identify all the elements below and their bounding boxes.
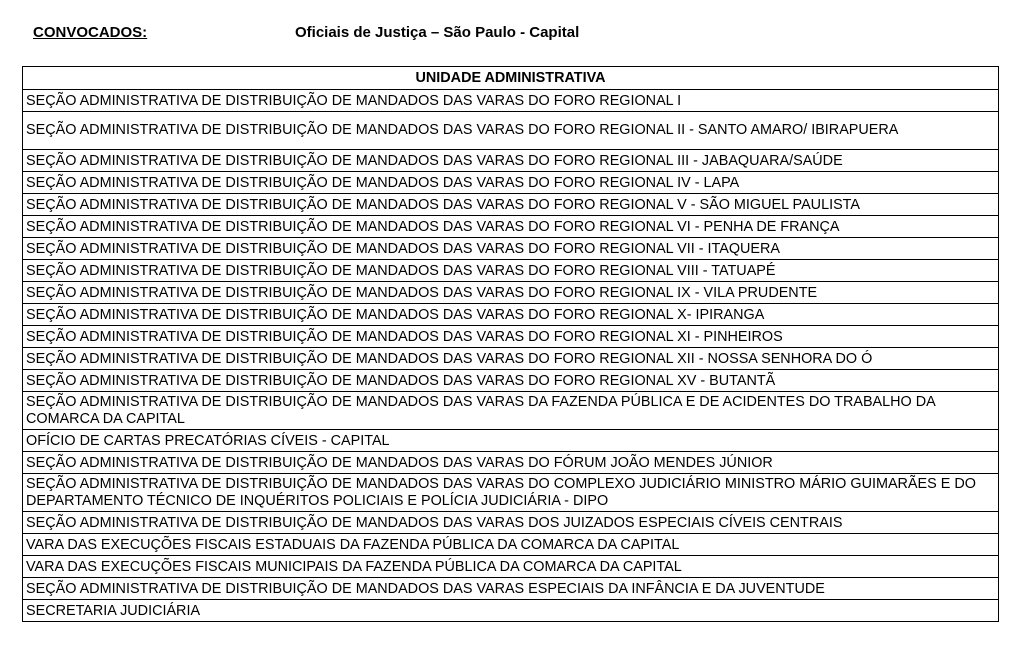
table-cell: VARA DAS EXECUÇÕES FISCAIS MUNICIPAIS DA FAZENDA PÚBLICA DA COMARCA DA CAPITAL (23, 556, 999, 578)
table-row (23, 216, 999, 238)
table-cell: SEÇÃO ADMINISTRATIVA DE DISTRIBUIÇÃO DE MANDADOS DAS VARAS DO FORO REGIONAL II - SANTO AMARO/ IBIRAPUERA (23, 112, 999, 150)
table-cell: SEÇÃO ADMINISTRATIVA DE DISTRIBUIÇÃO DE MANDADOS DAS VARAS DO FORO REGIONAL X- IPIRANGA (23, 304, 999, 326)
convocados-label: CONVOCADOS: (33, 24, 148, 41)
table-cell: OFÍCIO DE CARTAS PRECATÓRIAS CÍVEIS - CAPITAL (23, 430, 999, 452)
table-cell: SEÇÃO ADMINISTRATIVA DE DISTRIBUIÇÃO DE MANDADOS DAS VARAS DO FORO REGIONAL VIII - TATUAPÉ (23, 260, 999, 282)
table-cell: SEÇÃO ADMINISTRATIVA DE DISTRIBUIÇÃO DE MANDADOS DAS VARAS DA FAZENDA PÚBLICA E DE ACIDENTES DO TRABALHO DA COMARCA DA CAPITAL (23, 392, 999, 430)
table-row (23, 282, 999, 304)
table-row (23, 600, 999, 622)
table-row (23, 370, 999, 392)
column-header-unidade: UNIDADE ADMINISTRATIVA (23, 67, 999, 90)
table-cell: SEÇÃO ADMINISTRATIVA DE DISTRIBUIÇÃO DE MANDADOS DAS VARAS DO FÓRUM JOÃO MENDES JÚNIOR (23, 452, 999, 474)
table-row (23, 260, 999, 282)
table-row (23, 238, 999, 260)
table-row (23, 512, 999, 534)
table-cell: SEÇÃO ADMINISTRATIVA DE DISTRIBUIÇÃO DE MANDADOS DAS VARAS DO FORO REGIONAL III - JABAQUARA/SAÚDE (23, 150, 999, 172)
table-cell: SEÇÃO ADMINISTRATIVA DE DISTRIBUIÇÃO DE MANDADOS DAS VARAS DO FORO REGIONAL V - SÃO MIGUEL PAULISTA (23, 194, 999, 216)
table-row (23, 304, 999, 326)
table-header-row (23, 67, 999, 90)
table-cell: SEÇÃO ADMINISTRATIVA DE DISTRIBUIÇÃO DE MANDADOS DAS VARAS DO FORO REGIONAL XV - BUTANTÃ (23, 370, 999, 392)
table-row (23, 326, 999, 348)
administrative-units-table (22, 66, 999, 622)
table-cell: SEÇÃO ADMINISTRATIVA DE DISTRIBUIÇÃO DE MANDADOS DAS VARAS DO FORO REGIONAL IX - VILA PRUDENTE (23, 282, 999, 304)
table-row (23, 392, 999, 430)
table-cell: SEÇÃO ADMINISTRATIVA DE DISTRIBUIÇÃO DE MANDADOS DAS VARAS DO FORO REGIONAL I (23, 90, 999, 112)
table-cell: SEÇÃO ADMINISTRATIVA DE DISTRIBUIÇÃO DE MANDADOS DAS VARAS DO FORO REGIONAL VI - PENHA DE FRANÇA (23, 216, 999, 238)
table-row (23, 348, 999, 370)
table-row (23, 112, 999, 150)
table-cell: SEÇÃO ADMINISTRATIVA DE DISTRIBUIÇÃO DE MANDADOS DAS VARAS DO FORO REGIONAL VII - ITAQUERA (23, 238, 999, 260)
table-row (23, 150, 999, 172)
table-row (23, 578, 999, 600)
document-subtitle: Oficiais de Justiça – São Paulo - Capital (295, 24, 580, 41)
table-row (23, 556, 999, 578)
table-row (23, 452, 999, 474)
table-row (23, 172, 999, 194)
table-cell: SEÇÃO ADMINISTRATIVA DE DISTRIBUIÇÃO DE MANDADOS DAS VARAS ESPECIAIS DA INFÂNCIA E DA JUVENTUDE (23, 578, 999, 600)
table-row (23, 90, 999, 112)
document-header (33, 22, 993, 44)
table-cell: SEÇÃO ADMINISTRATIVA DE DISTRIBUIÇÃO DE MANDADOS DAS VARAS DO FORO REGIONAL XI - PINHEIROS (23, 326, 999, 348)
table-cell: VARA DAS EXECUÇÕES FISCAIS ESTADUAIS DA FAZENDA PÚBLICA DA COMARCA DA CAPITAL (23, 534, 999, 556)
table-row (23, 474, 999, 512)
table-row (23, 534, 999, 556)
table-cell: SEÇÃO ADMINISTRATIVA DE DISTRIBUIÇÃO DE MANDADOS DAS VARAS DO COMPLEXO JUDICIÁRIO MINISTRO MÁRIO GUIMARÃES E DO DEPARTAMENTO TÉCNICO DE INQUÉRITOS POLICIAIS E POLÍCIA JUDICIÁRIA - DIPO (23, 474, 999, 512)
table-row (23, 430, 999, 452)
table-cell: SEÇÃO ADMINISTRATIVA DE DISTRIBUIÇÃO DE MANDADOS DAS VARAS DO FORO REGIONAL XII - NOSSA SENHORA DO Ó (23, 348, 999, 370)
table-cell: SEÇÃO ADMINISTRATIVA DE DISTRIBUIÇÃO DE MANDADOS DAS VARAS DOS JUIZADOS ESPECIAIS CÍVEIS CENTRAIS (23, 512, 999, 534)
table-cell: SECRETARIA JUDICIÁRIA (23, 600, 999, 622)
table-cell: SEÇÃO ADMINISTRATIVA DE DISTRIBUIÇÃO DE MANDADOS DAS VARAS DO FORO REGIONAL IV - LAPA (23, 172, 999, 194)
table-row (23, 194, 999, 216)
